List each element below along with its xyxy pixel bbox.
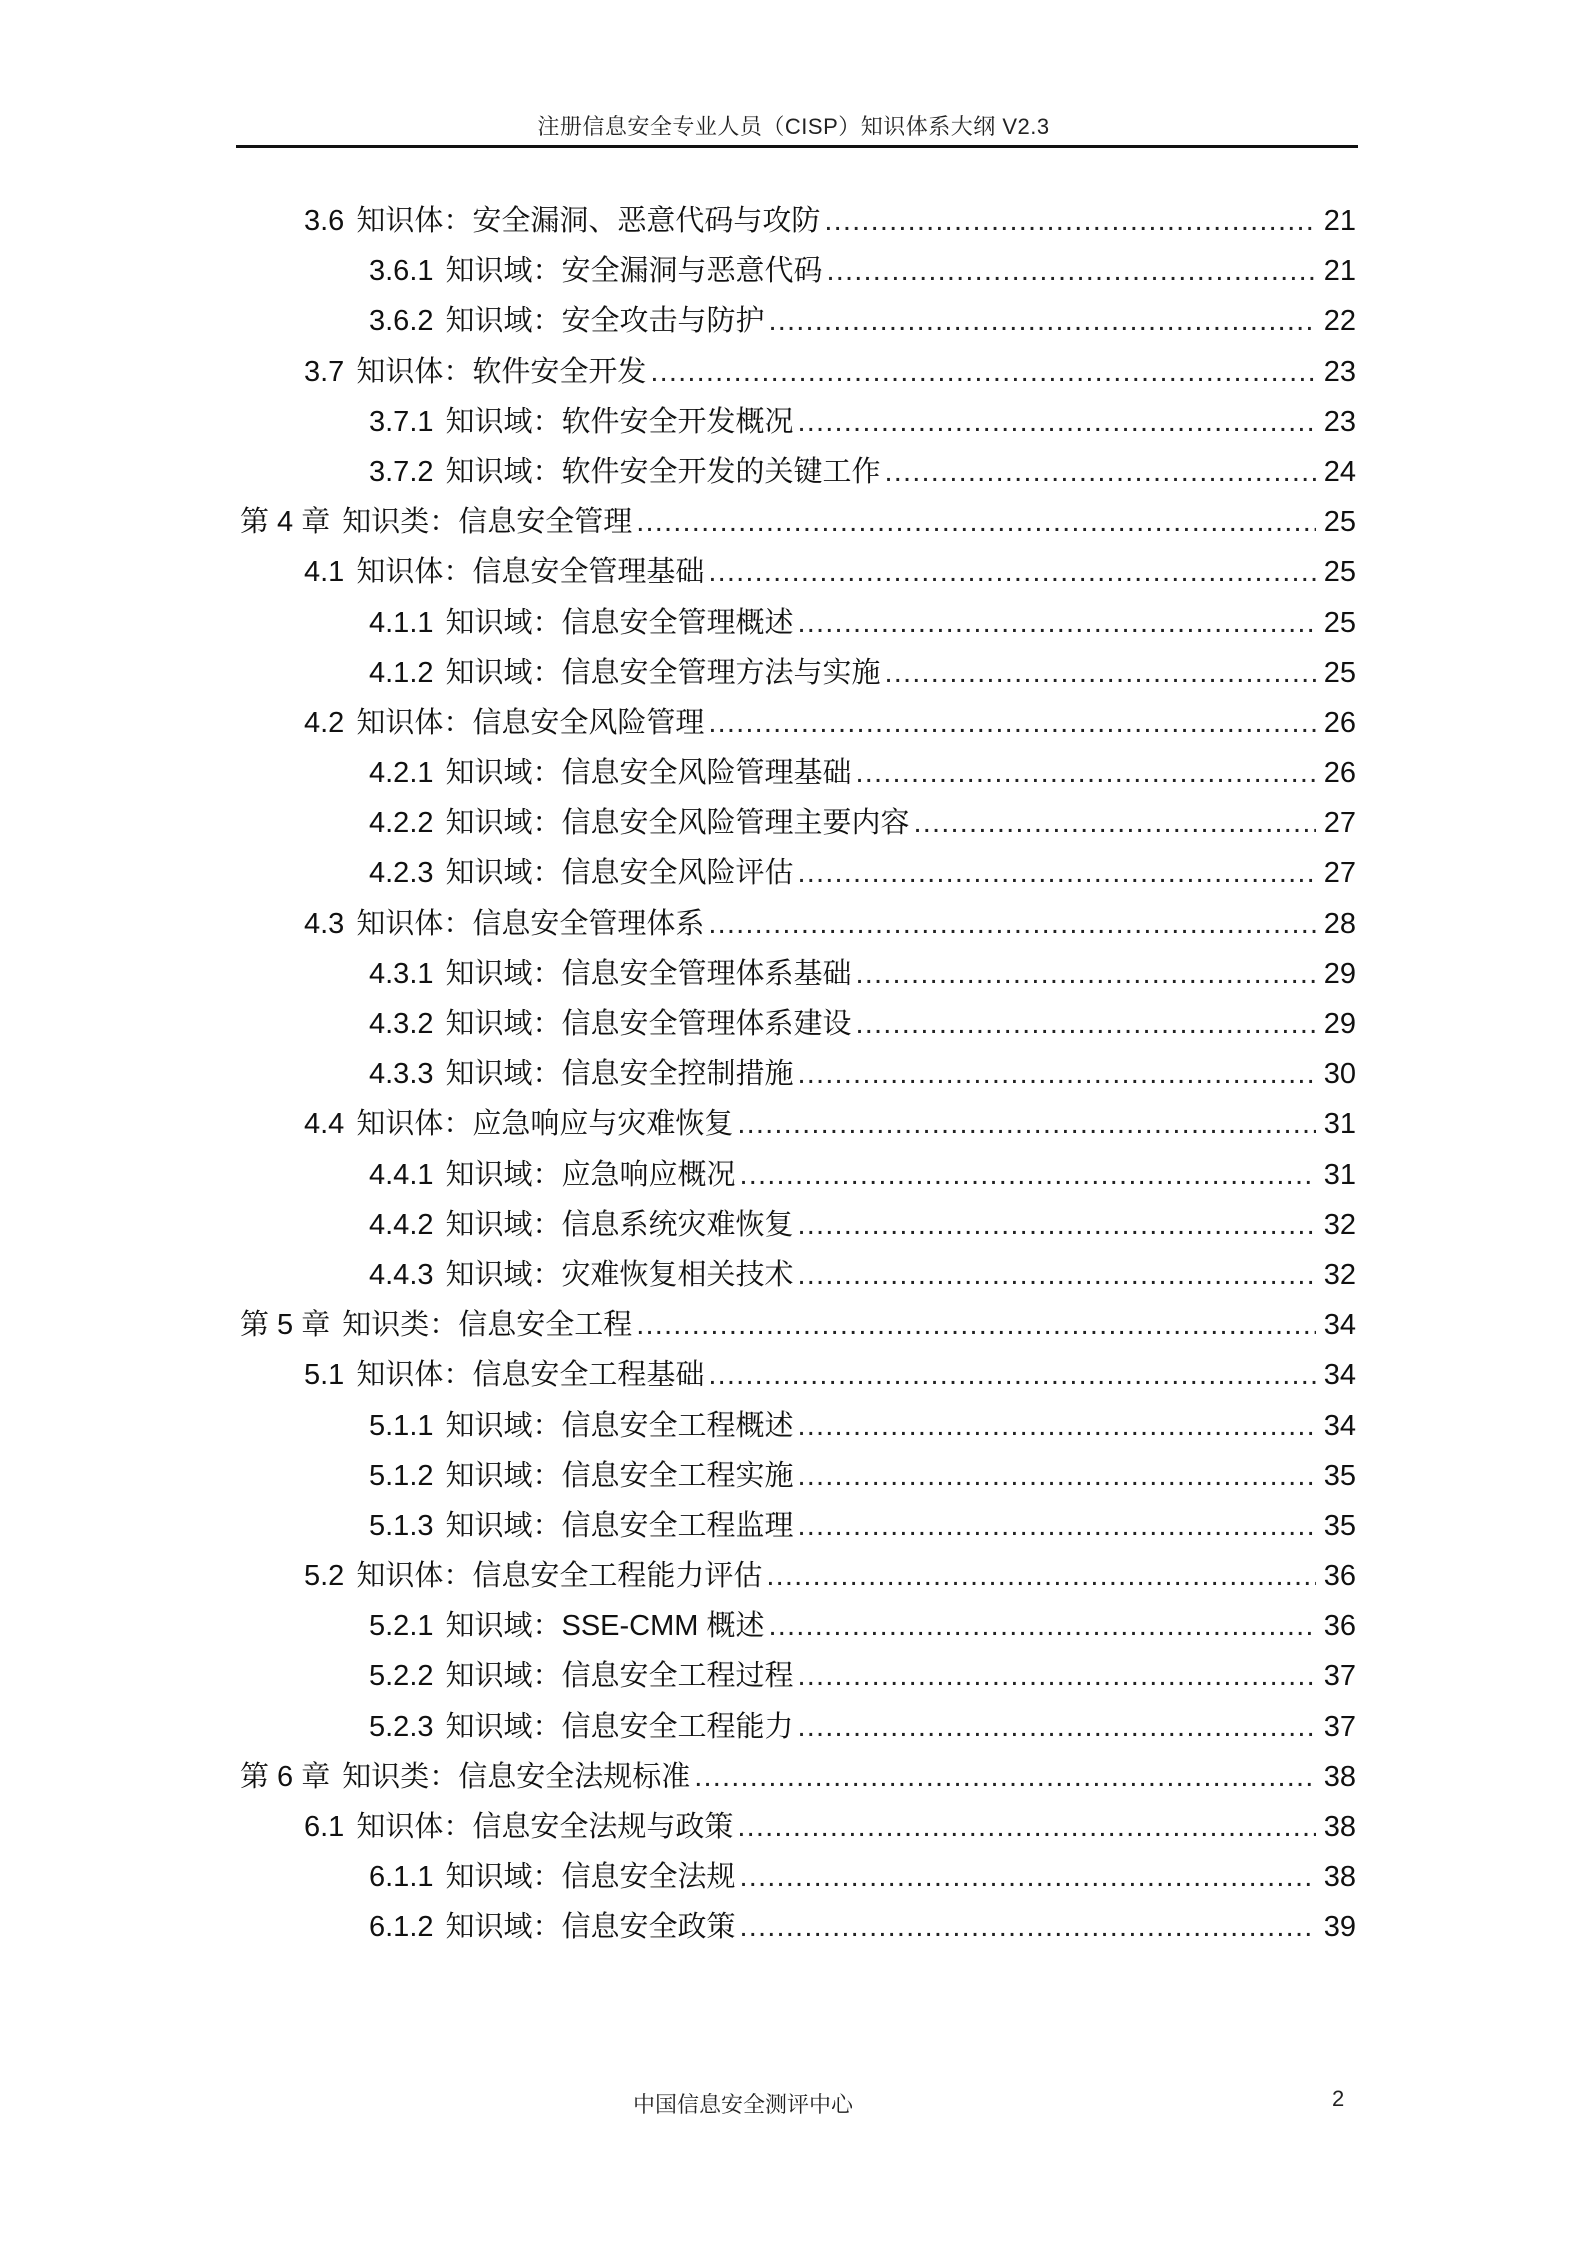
- toc-entry-page: 32: [1323, 1258, 1356, 1291]
- dot-leader: [798, 1200, 1316, 1250]
- toc-entry-number: 5.1.1: [369, 1409, 434, 1442]
- toc-entry[interactable]: [236, 447, 1356, 497]
- toc-entry-page: 37: [1323, 1660, 1356, 1693]
- toc-entry-number: 第 4 章: [240, 506, 331, 539]
- toc-entry-page: 21: [1323, 205, 1356, 237]
- toc-entry-number: 4.4.1: [369, 1158, 434, 1191]
- toc-entry[interactable]: [236, 296, 1356, 346]
- toc-entry[interactable]: [236, 999, 1356, 1049]
- toc-entry-number: 4.2.3: [369, 857, 434, 890]
- toc-entry-title: 知识体：信息安全法规与政策: [356, 1811, 734, 1843]
- toc-entry-page: 32: [1323, 1208, 1356, 1241]
- toc-entry-number: 4.3.3: [369, 1058, 434, 1091]
- toc-entry-page: 38: [1323, 1811, 1356, 1843]
- dot-leader: [885, 648, 1316, 698]
- toc-entry-page: 39: [1323, 1911, 1356, 1944]
- toc-entry-number: 4.1: [304, 556, 345, 589]
- toc-entry-page: 37: [1323, 1710, 1356, 1743]
- toc-entry-title: 知识体：信息安全风险管理: [356, 706, 705, 739]
- toc-entry[interactable]: [236, 1150, 1356, 1200]
- toc-entry[interactable]: [236, 1250, 1356, 1300]
- toc-entry-page: 35: [1323, 1459, 1356, 1492]
- toc-entry[interactable]: [236, 397, 1356, 447]
- dot-leader: [856, 748, 1316, 798]
- toc-entry-title: 知识域：信息安全管理概述: [445, 606, 794, 639]
- footer-organization: 中国信息安全测评中心: [633, 2092, 854, 2117]
- toc-entry[interactable]: [236, 848, 1356, 898]
- toc-entry[interactable]: [236, 196, 1356, 246]
- toc-entry-page: 27: [1323, 807, 1356, 840]
- toc-entry-number: 3.7: [304, 355, 345, 388]
- toc-entry-number: 3.6.2: [369, 305, 434, 338]
- toc-entry-number: 3.6: [304, 205, 345, 237]
- toc-entry-title: 知识体：信息安全工程能力评估: [356, 1560, 763, 1593]
- toc-entry-title: 知识体：安全漏洞、恶意代码与攻防: [356, 205, 821, 237]
- toc-entry[interactable]: [236, 1401, 1356, 1451]
- toc-entry-page: 26: [1323, 706, 1356, 739]
- toc-entry-page: 36: [1323, 1560, 1356, 1593]
- dot-leader: [769, 1601, 1316, 1651]
- toc-entry-title: 知识域：信息系统灾难恢复: [445, 1208, 794, 1241]
- toc-entry[interactable]: [236, 1200, 1356, 1250]
- toc-entry-number: 5.2.2: [369, 1660, 434, 1693]
- toc-entry-number: 3.6.1: [369, 255, 434, 288]
- dot-leader: [827, 246, 1316, 296]
- dot-leader: [740, 1902, 1316, 1952]
- toc-entry[interactable]: [236, 1601, 1356, 1651]
- toc-entry-page: 25: [1323, 656, 1356, 689]
- toc-entry-page: 34: [1323, 1359, 1356, 1392]
- dot-leader: [798, 1401, 1316, 1451]
- toc-chapter-entry[interactable]: [236, 1300, 1356, 1350]
- toc-entry-number: 第 6 章: [240, 1760, 331, 1793]
- toc-entry-page: 36: [1323, 1610, 1356, 1643]
- toc-entry-number: 6.1.2: [369, 1911, 434, 1944]
- toc-entry-title: 知识域：灾难恢复相关技术: [445, 1258, 794, 1291]
- dot-leader: [636, 1300, 1316, 1350]
- toc-entry-title: 知识域：信息安全工程监理: [445, 1509, 794, 1542]
- table-of-contents: [236, 196, 1356, 1953]
- toc-entry[interactable]: [236, 1702, 1356, 1752]
- toc-entry[interactable]: [236, 1099, 1356, 1149]
- toc-entry[interactable]: [236, 347, 1356, 397]
- toc-entry-title: 知识体：信息安全管理基础: [356, 556, 705, 589]
- toc-entry-page: 34: [1323, 1409, 1356, 1442]
- toc-entry-title: 知识域：信息安全风险评估: [445, 857, 794, 890]
- toc-entry[interactable]: [236, 899, 1356, 949]
- toc-entry-title: 知识体：应急响应与灾难恢复: [356, 1108, 734, 1141]
- toc-entry[interactable]: [236, 748, 1356, 798]
- toc-entry-title: 知识类：信息安全法规标准: [342, 1760, 691, 1793]
- toc-entry-title: 知识域：软件安全开发的关键工作: [445, 455, 881, 488]
- dot-leader: [798, 1451, 1316, 1501]
- toc-entry-title: 知识域：安全漏洞与恶意代码: [445, 255, 823, 288]
- toc-entry-title: 知识域：信息安全工程实施: [445, 1459, 794, 1492]
- toc-entry-number: 4.3.1: [369, 957, 434, 990]
- dot-leader: [798, 1651, 1316, 1701]
- toc-entry-page: 38: [1323, 1861, 1356, 1894]
- toc-entry[interactable]: [236, 246, 1356, 296]
- header-divider: [236, 145, 1358, 148]
- dot-leader: [914, 798, 1316, 848]
- footer-page-number: 2: [1332, 2086, 1345, 2111]
- toc-entry-page: 23: [1323, 355, 1356, 388]
- toc-entry[interactable]: [236, 598, 1356, 648]
- toc-entry-number: 6.1: [304, 1811, 345, 1843]
- toc-entry-page: 30: [1323, 1058, 1356, 1091]
- toc-entry-number: 3.7.2: [369, 455, 434, 488]
- toc-entry[interactable]: [236, 949, 1356, 999]
- dot-leader: [766, 1551, 1316, 1601]
- toc-entry-title: 知识域：信息安全管理体系建设: [445, 1008, 852, 1040]
- toc-entry-title: 知识体：信息安全管理体系: [356, 907, 705, 940]
- dot-leader: [798, 598, 1316, 648]
- toc-entry-title: 知识体：信息安全工程基础: [356, 1359, 705, 1392]
- toc-entry-number: 4.4: [304, 1108, 345, 1141]
- toc-entry-number: 4.4.2: [369, 1208, 434, 1241]
- toc-entry[interactable]: [236, 1902, 1356, 1952]
- toc-entry-number: 4.3: [304, 907, 345, 940]
- toc-entry-title: 知识域：信息安全法规: [445, 1861, 736, 1894]
- toc-entry-page: 31: [1323, 1108, 1356, 1141]
- toc-entry-number: 4.3.2: [369, 1008, 434, 1040]
- toc-entry-title: 知识域：信息安全工程过程: [445, 1660, 794, 1693]
- dot-leader: [798, 397, 1316, 447]
- toc-entry-number: 5.1.2: [369, 1459, 434, 1492]
- toc-entry-title: 知识体：软件安全开发: [356, 355, 647, 388]
- dot-leader: [737, 1802, 1316, 1852]
- toc-entry-page: 22: [1323, 305, 1356, 338]
- toc-entry-page: 24: [1323, 455, 1356, 488]
- toc-entry[interactable]: [236, 698, 1356, 748]
- toc-entry-title: 知识域：信息安全工程能力: [445, 1710, 794, 1743]
- toc-entry-number: 4.1.1: [369, 606, 434, 639]
- toc-entry-page: 29: [1323, 1008, 1356, 1040]
- toc-entry-page: 25: [1323, 506, 1356, 539]
- toc-entry-page: 35: [1323, 1509, 1356, 1542]
- dot-leader: [798, 1702, 1316, 1752]
- toc-chapter-entry[interactable]: [236, 1752, 1356, 1802]
- toc-entry-page: 29: [1323, 957, 1356, 990]
- dot-leader: [824, 196, 1316, 246]
- dot-leader: [740, 1150, 1316, 1200]
- toc-entry[interactable]: [236, 1451, 1356, 1501]
- toc-chapter-entry[interactable]: [236, 497, 1356, 547]
- dot-leader: [694, 1752, 1316, 1802]
- toc-entry[interactable]: [236, 1551, 1356, 1601]
- toc-entry-number: 4.1.2: [369, 656, 434, 689]
- toc-entry-title: 知识域：信息安全管理体系基础: [445, 957, 852, 990]
- toc-entry-page: 25: [1323, 606, 1356, 639]
- toc-entry-title: 知识域：信息安全风险管理基础: [445, 757, 852, 790]
- toc-entry-number: 6.1.1: [369, 1861, 434, 1894]
- dot-leader: [636, 497, 1316, 547]
- toc-entry-title: 知识域：软件安全开发概况: [445, 405, 794, 438]
- toc-entry-title: 知识类：信息安全管理: [342, 506, 633, 539]
- toc-entry-number: 5.2.3: [369, 1710, 434, 1743]
- toc-entry-title: 知识域：信息安全工程概述: [445, 1409, 794, 1442]
- toc-entry[interactable]: [236, 1501, 1356, 1551]
- toc-entry-number: 5.2: [304, 1560, 345, 1593]
- dot-leader: [708, 698, 1316, 748]
- toc-entry-title: 知识类：信息安全工程: [342, 1309, 633, 1342]
- toc-entry-number: 5.1.3: [369, 1509, 434, 1542]
- toc-entry-page: 27: [1323, 857, 1356, 890]
- dot-leader: [856, 949, 1316, 999]
- toc-entry-title: 知识域：安全攻击与防护: [445, 305, 765, 338]
- toc-entry-title: 知识域：信息安全风险管理主要内容: [445, 807, 910, 840]
- dot-leader: [708, 1350, 1316, 1400]
- toc-entry-page: 28: [1323, 907, 1356, 940]
- toc-entry-title: 知识域：SSE-CMM 概述: [445, 1610, 765, 1643]
- toc-entry[interactable]: [236, 1350, 1356, 1400]
- toc-entry-title: 知识域：应急响应概况: [445, 1158, 736, 1191]
- toc-entry-title: 知识域：信息安全管理方法与实施: [445, 656, 881, 689]
- dot-leader: [737, 1099, 1316, 1149]
- toc-entry-title: 知识域：信息安全政策: [445, 1911, 736, 1944]
- toc-entry-title: 知识域：信息安全控制措施: [445, 1058, 794, 1091]
- dot-leader: [769, 296, 1316, 346]
- toc-entry-number: 4.4.3: [369, 1258, 434, 1291]
- toc-entry[interactable]: [236, 1852, 1356, 1902]
- dot-leader: [798, 848, 1316, 898]
- toc-entry-number: 5.1: [304, 1359, 345, 1392]
- dot-leader: [856, 999, 1316, 1049]
- toc-entry-page: 31: [1323, 1158, 1356, 1191]
- dot-leader: [798, 1250, 1316, 1300]
- toc-entry[interactable]: [236, 648, 1356, 698]
- dot-leader: [708, 899, 1316, 949]
- dot-leader: [798, 1501, 1316, 1551]
- toc-entry-number: 第 5 章: [240, 1309, 331, 1342]
- dot-leader: [650, 347, 1316, 397]
- toc-entry[interactable]: [236, 798, 1356, 848]
- toc-entry-page: 34: [1323, 1309, 1356, 1342]
- dot-leader: [708, 547, 1316, 597]
- toc-entry-page: 38: [1323, 1760, 1356, 1793]
- toc-entry-number: 4.2: [304, 706, 345, 739]
- toc-entry[interactable]: [236, 1651, 1356, 1701]
- toc-entry-number: 4.2.2: [369, 807, 434, 840]
- toc-entry[interactable]: [236, 1049, 1356, 1099]
- toc-entry-number: 5.2.1: [369, 1610, 434, 1643]
- running-header-title: 注册信息安全专业人员（CISP）知识体系大纲 V2.3: [537, 114, 1050, 139]
- dot-leader: [885, 447, 1316, 497]
- dot-leader: [740, 1852, 1316, 1902]
- toc-entry-number: 4.2.1: [369, 757, 434, 790]
- toc-entry-number: 3.7.1: [369, 405, 434, 438]
- toc-entry[interactable]: [236, 547, 1356, 597]
- toc-entry-page: 25: [1323, 556, 1356, 589]
- toc-entry-page: 23: [1323, 405, 1356, 438]
- toc-entry-page: 21: [1323, 255, 1356, 288]
- dot-leader: [798, 1049, 1316, 1099]
- toc-entry-page: 26: [1323, 757, 1356, 790]
- toc-entry[interactable]: [236, 1802, 1356, 1852]
